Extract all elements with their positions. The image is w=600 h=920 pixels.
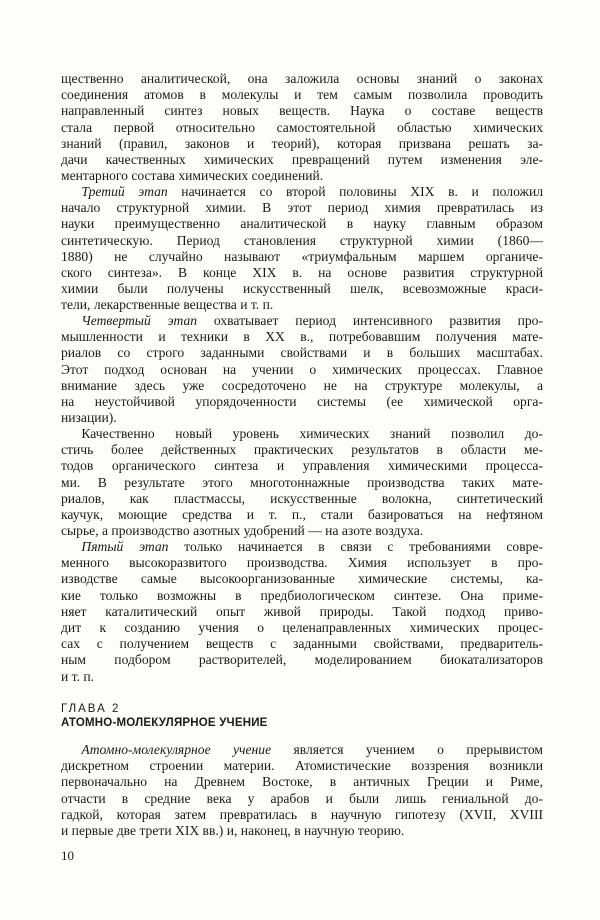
term-atomic-molecular-theory: Атомно-молекулярное учение	[81, 742, 272, 757]
text-line: стичь более действенных практических результатов в области ме-	[61, 442, 543, 458]
text-fragment: начинается со второй половины XIX в. и положил	[167, 184, 543, 199]
text-line: ми. В результате этого многотоннажные производства таких мате-	[61, 474, 543, 490]
text-fragment: только начинается в связи с требованиями совре-	[168, 539, 543, 554]
text-line: сах с получением веществ с заданными свойствами, предваритель-	[61, 636, 543, 652]
text-line: гадкой, которая затем превратилась в научную гипотезу (XVII, XVIII	[61, 806, 543, 822]
term-fourth-stage: Четвертый этап	[81, 313, 198, 328]
text-line: на неустойчивой упорядоченности системы (ее химической орга-	[61, 394, 543, 410]
text-line: синтетическую. Период становления структурной химии (1860—	[61, 232, 543, 248]
term-fifth-stage: Пятый этап	[81, 539, 169, 554]
text-line: риалов со строго заданными свойствами и в больших масштабах.	[61, 345, 543, 361]
text-line: дискретном строении материи. Атомистические воззрения возникли	[61, 758, 543, 774]
chapter-title: АТОМНО-МОЛЕКУЛЯРНОЕ УЧЕНИЕ	[61, 717, 268, 729]
text-line: отчасти в средние века у арабов и были лишь гениальной до-	[61, 790, 543, 806]
paragraph-qualitative-level	[61, 426, 543, 539]
text-line: менного высокоразвитого производства. Химия использует в про-	[61, 555, 543, 571]
text-line: кие только возможны в предбиологическом синтезе. Она приме-	[61, 587, 543, 603]
paragraph-fifth-stage	[61, 539, 543, 685]
text-line: знаний (правил, законов и теорий), которая призвана решать за-	[61, 135, 543, 151]
text-line: ным подбором растворителей, моделированием биокатализаторов	[61, 652, 543, 668]
paragraph-fourth-stage	[61, 313, 543, 426]
text-line: дит к созданию учения о целенаправленных химических процес-	[61, 620, 543, 636]
paragraph-atomic-molecular-theory	[61, 742, 543, 839]
text-line: риалов, как пластмассы, искусственные волокна, синтетический	[61, 490, 543, 506]
text-line	[61, 742, 543, 758]
text-line: начало структурной химии. В этот период химия превратилась из	[61, 200, 543, 216]
text-line	[61, 313, 543, 329]
text-line: внимание здесь уже сосредоточено не на структуре молекулы, а	[61, 377, 543, 393]
text-line: направленный синтез новых веществ. Наука о составе веществ	[61, 103, 543, 119]
text-line: тели, лекарственные вещества и т. п.	[61, 297, 274, 313]
chapter-label: ГЛАВА 2	[61, 703, 121, 715]
text-line: сырье, а производство азотных удобрений — на азоте воздуха.	[61, 523, 424, 539]
text-line: Этот подход основан на учении о химических процессах. Главное	[61, 361, 543, 377]
text-line: мышленности и техники в XX в., потребовавшим получения мате-	[61, 329, 543, 345]
text-line: химии были получены искусственный шелк, всевозможные краси-	[61, 281, 543, 297]
text-line: каучук, моющие средства и т. п., стали базироваться на нефтяном	[61, 507, 543, 523]
text-line: ментарного состава химических соединений.	[61, 168, 324, 184]
text-fragment: охватывает период интенсивного развития про-	[197, 313, 543, 328]
text-line: и т. п.	[61, 668, 95, 684]
text-line: и первые две трети XIX вв.) и, наконец, в научную теорию.	[61, 823, 405, 839]
paragraph-chemistry-composition	[61, 71, 543, 184]
paragraph-third-stage	[61, 184, 543, 314]
text-line: няет каталитический опыт живой природы. Такой подход приво-	[61, 603, 543, 619]
text-line: первоначально на Древнем Востоке, в античных Греции и Риме,	[61, 774, 543, 790]
text-line	[61, 426, 543, 442]
text-line: низации).	[61, 410, 117, 426]
text-line: щественно аналитической, она заложила основы знаний о законах	[61, 71, 543, 86]
term-third-stage: Третий этап	[81, 184, 168, 199]
text-line: 1880) не случайно называют «триумфальным маршем органиче-	[61, 248, 543, 264]
text-line: стала первой относительно самостоятельной областью химических	[61, 119, 543, 135]
text-line	[61, 184, 543, 200]
text-line: соединения атомов в молекулы и тем самым позволила проводить	[61, 87, 543, 103]
text-line: тодов органического синтеза и управления химическими процесса-	[61, 458, 543, 474]
text-line: ского синтеза». В конце XIX в. на основе развития структурной	[61, 265, 543, 281]
text-line: изводстве самые высокоорганизованные химические системы, ка-	[61, 571, 543, 587]
text-line: дачи качественных химических превращений путем изменения эле-	[61, 152, 543, 168]
text-line	[61, 539, 543, 555]
text-fragment: является учением о прерывистом	[271, 742, 543, 757]
text-fragment: Качественно новый уровень химических знаний позволил до-	[81, 426, 543, 441]
page-number: 10	[61, 848, 74, 863]
text-line: науки преимущественно аналитической в науку главным образом	[61, 216, 543, 232]
